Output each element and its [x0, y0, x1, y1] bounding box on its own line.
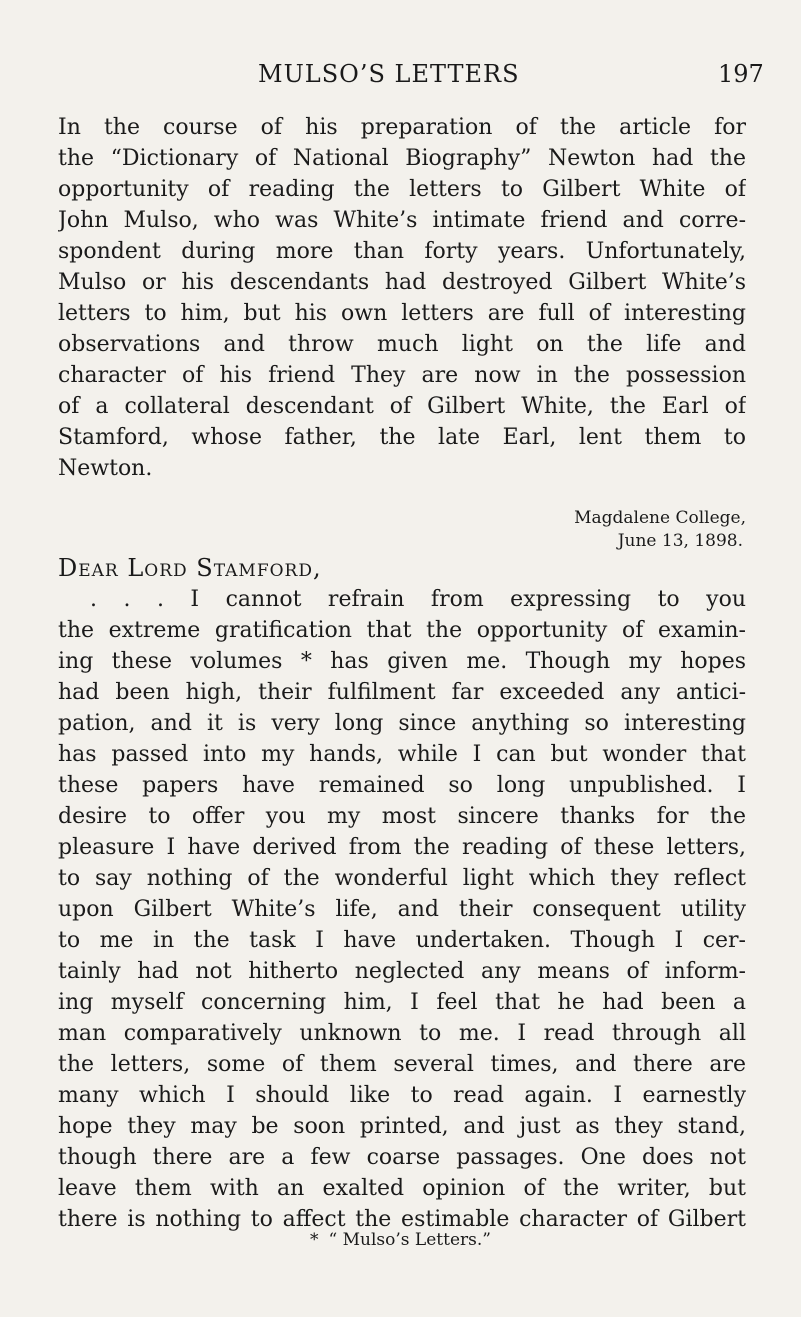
text-line: upon Gilbert White’s life, and their consequent utility — [58, 897, 746, 922]
text-line: the letters, some of them several times, and there are — [58, 1052, 746, 1077]
letter-salutation: Dear Lord Stamford, — [58, 554, 322, 582]
text-line: ing these volumes * has given me. Though my hopes — [58, 649, 746, 674]
text-line: there is nothing to affect the estimable character of Gilbert — [58, 1207, 746, 1232]
text-line: In the course of his preparation of the article for — [58, 115, 746, 140]
text-line: to me in the task I have undertaken. Though I cer- — [58, 928, 746, 953]
text-line: the extreme gratification that the opportunity of examin- — [58, 618, 746, 643]
text-line: hope they may be soon printed, and just as they stand, — [58, 1114, 746, 1139]
text-line: pation, and it is very long since anything so interesting — [58, 711, 746, 736]
text-line: desire to offer you my most sincere thanks for the — [58, 804, 746, 829]
text-line: of a collateral descendant of Gilbert White, the Earl of — [58, 394, 746, 419]
text-line: . . . I cannot refrain from expressing to you — [90, 587, 746, 612]
text-line: to say nothing of the wonderful light which they reflect — [58, 866, 746, 891]
text-line: these papers have remained so long unpublished. I — [58, 773, 746, 798]
intro-paragraph — [58, 112, 746, 484]
letter-body — [58, 584, 746, 1235]
running-title: MULSO’S LETTERS — [258, 60, 520, 88]
text-line: opportunity of reading the letters to Gilbert White of — [58, 177, 746, 202]
page-number: 197 — [718, 60, 764, 88]
text-line: man comparatively unknown to me. I read through all — [58, 1021, 746, 1046]
text-line: many which I should like to read again. I earnestly — [58, 1083, 746, 1108]
text-line: letters to him, but his own letters are full of interesting — [58, 301, 746, 326]
text-line: observations and throw much light on the life and — [58, 332, 746, 357]
text-line: had been high, their fulfilment far exceeded any antici- — [58, 680, 746, 705]
footnote-marker: * — [310, 1230, 319, 1250]
text-line: pleasure I have derived from the reading of these letters, — [58, 835, 746, 860]
text-line: Mulso or his descendants had destroyed Gilbert White’s — [58, 270, 746, 295]
text-line: Newton. — [58, 456, 153, 481]
text-line: John Mulso, who was White’s intimate friend and corre- — [58, 208, 746, 233]
text-line: tainly had not hitherto neglected any means of inform- — [58, 959, 746, 984]
running-head — [0, 60, 801, 100]
letter-place: Magdalene College, — [574, 508, 746, 528]
text-line: the “Dictionary of National Biography” Newton had the — [58, 146, 746, 171]
footnote — [0, 1228, 801, 1252]
text-line: leave them with an exalted opinion of the writer, but — [58, 1176, 746, 1201]
text-line: character of his friend They are now in the possession — [58, 363, 746, 388]
text-line: ing myself concerning him, I feel that he had been a — [58, 990, 746, 1015]
text-line: though there are a few coarse passages. One does not — [58, 1145, 746, 1170]
text-line: spondent during more than forty years. Unfortunately, — [58, 239, 746, 264]
letter-date: June 13, 1898. — [617, 531, 743, 551]
footnote-text: “ Mulso’s Letters.” — [328, 1230, 491, 1250]
text-line: has passed into my hands, while I can but wonder that — [58, 742, 746, 767]
text-line: Stamford, whose father, the late Earl, lent them to — [58, 425, 746, 450]
